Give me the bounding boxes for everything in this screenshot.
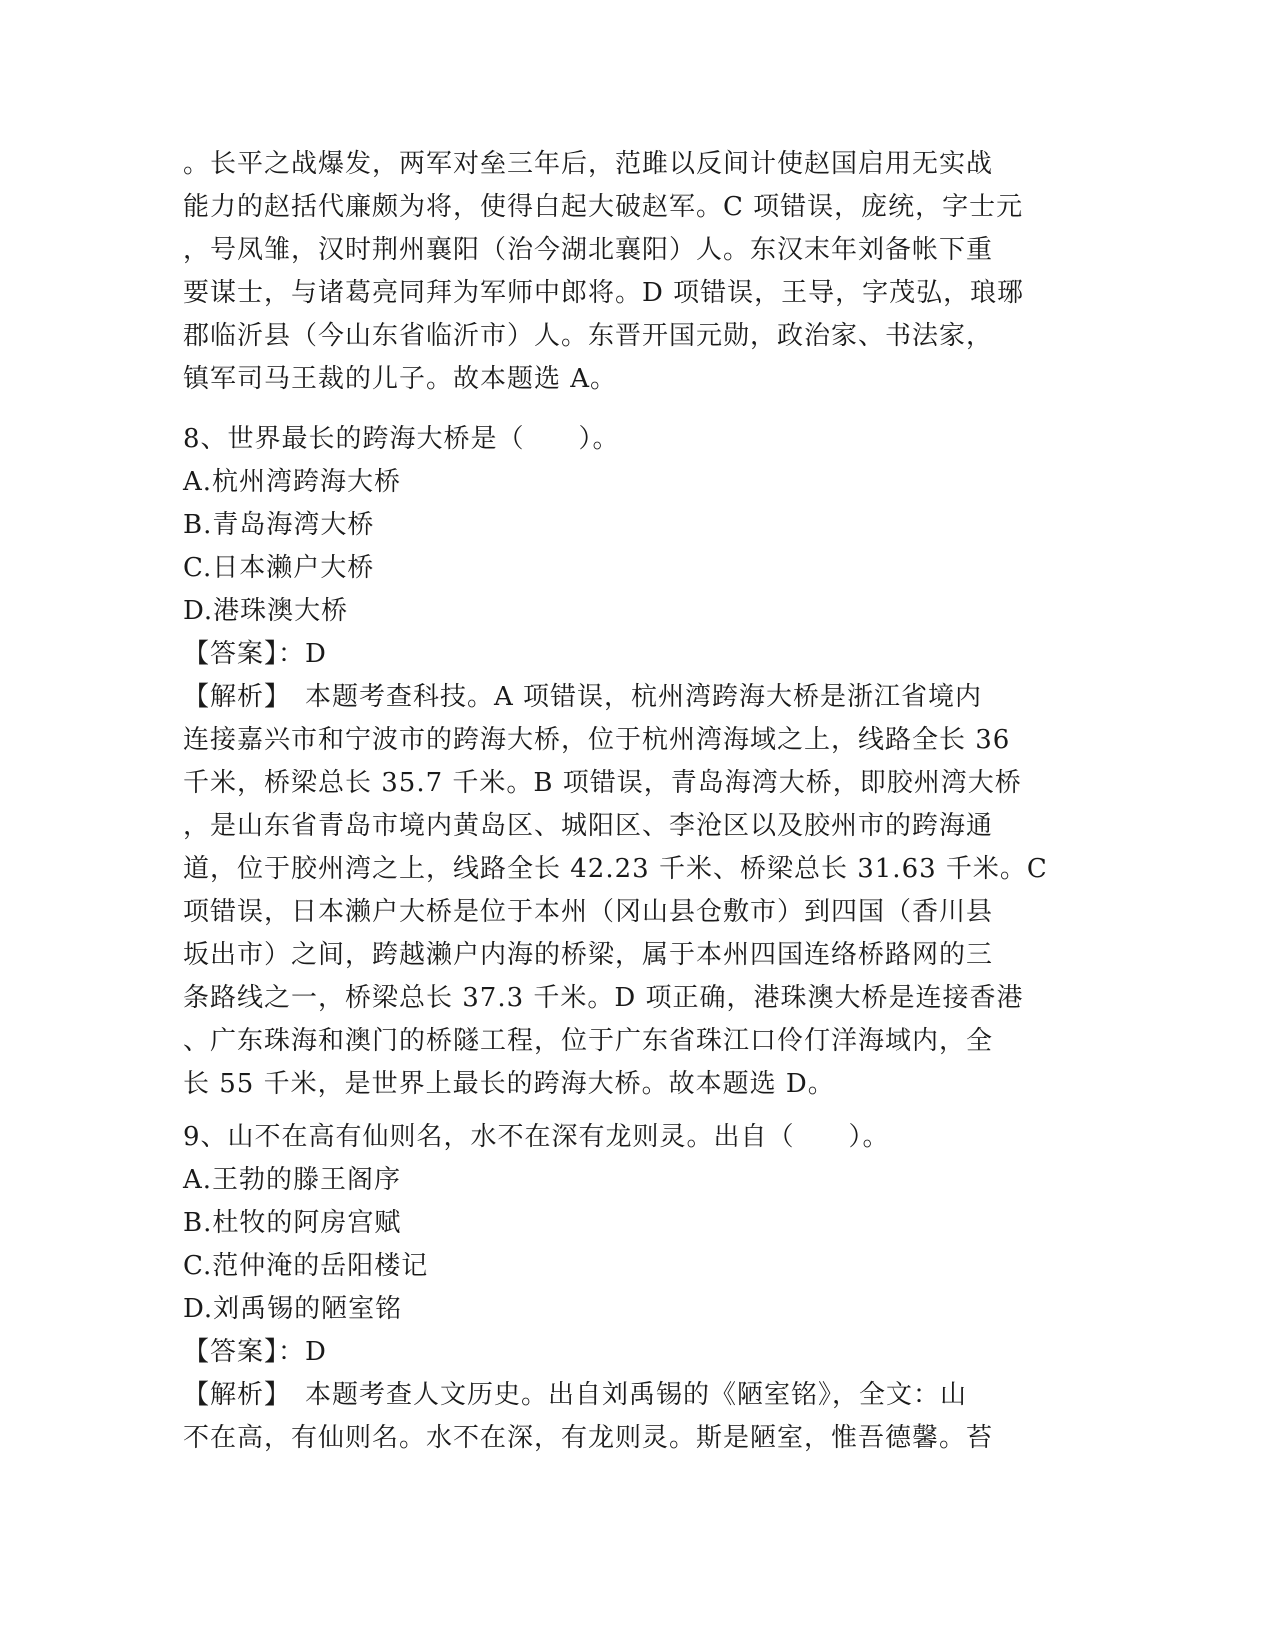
text-line: 郡临沂县（今山东省临沂市）人。东晋开国元勋，政治家、书法家， bbox=[183, 321, 994, 351]
question-stem: 8、世界最长的跨海大桥是（ ）。 bbox=[183, 424, 620, 454]
option-b: B.杜牧的阿房宫赋 bbox=[183, 1208, 402, 1238]
explanation-line: 、广东珠海和澳门的桥隧工程，位于广东省珠江口伶仃洋海域内，全 bbox=[183, 1026, 994, 1056]
option-a: A.王勃的滕王阁序 bbox=[183, 1165, 402, 1195]
explanation-line: 【解析】 本题考查科技。A 项错误，杭州湾跨海大桥是浙江省境内 bbox=[183, 682, 983, 712]
question-stem: 9、山不在高有仙则名，水不在深有龙则灵。出自（ ）。 bbox=[183, 1122, 890, 1152]
question-8 bbox=[183, 418, 1063, 1106]
answer-line: 【答案】：D bbox=[183, 1337, 327, 1367]
explanation-line: ，是山东省青岛市境内黄岛区、城阳区、李沧区以及胶州市的跨海通 bbox=[183, 811, 994, 841]
explanation-line: 长 55 千米，是世界上最长的跨海大桥。故本题选 D。 bbox=[183, 1069, 835, 1099]
text-line: 要谋士，与诸葛亮同拜为军师中郎将。D 项错误，王导，字茂弘，琅琊 bbox=[183, 278, 1025, 308]
text-line: ，号凤雏，汉时荆州襄阳（治今湖北襄阳）人。东汉末年刘备帐下重 bbox=[183, 235, 994, 265]
option-d: D.刘禹锡的陋室铭 bbox=[183, 1294, 403, 1324]
q7-explanation-continuation bbox=[183, 143, 1063, 401]
document-page bbox=[183, 0, 1063, 1650]
option-c: C.日本濑户大桥 bbox=[183, 553, 375, 583]
explanation-line: 【解析】 本题考查人文历史。出自刘禹锡的《陋室铭》，全文：山 bbox=[183, 1380, 968, 1410]
text-line: 。长平之战爆发，两军对垒三年后，范雎以反间计使赵国启用无实战 bbox=[183, 149, 994, 179]
explanation-line: 坂出市）之间，跨越濑户内海的桥梁，属于本州四国连络桥路网的三 bbox=[183, 940, 994, 970]
explanation-line: 千米，桥梁总长 35.7 千米。B 项错误，青岛海湾大桥，即胶州湾大桥 bbox=[183, 768, 1022, 798]
question-9 bbox=[183, 1116, 1063, 1460]
explanation-line: 道，位于胶州湾之上，线路全长 42.23 千米、桥梁总长 31.63 千米。C bbox=[183, 854, 1048, 884]
text-line: 能力的赵括代廉颇为将，使得白起大破赵军。C 项错误，庞统，字士元 bbox=[183, 192, 1024, 222]
option-c: C.范仲淹的岳阳楼记 bbox=[183, 1251, 429, 1281]
option-b: B.青岛海湾大桥 bbox=[183, 510, 375, 540]
text-line: 镇军司马王裁的儿子。故本题选 A。 bbox=[183, 364, 618, 394]
answer-line: 【答案】：D bbox=[183, 639, 327, 669]
explanation-line: 项错误，日本濑户大桥是位于本州（冈山县仓敷市）到四国（香川县 bbox=[183, 897, 994, 927]
explanation-line: 条路线之一，桥梁总长 37.3 千米。D 项正确，港珠澳大桥是连接香港 bbox=[183, 983, 1024, 1013]
explanation-line: 不在高，有仙则名。水不在深，有龙则灵。斯是陋室，惟吾德馨。苔 bbox=[183, 1423, 994, 1453]
option-d: D.港珠澳大桥 bbox=[183, 596, 349, 626]
option-a: A.杭州湾跨海大桥 bbox=[183, 467, 402, 497]
explanation-line: 连接嘉兴市和宁波市的跨海大桥，位于杭州湾海域之上，线路全长 36 bbox=[183, 725, 1011, 755]
